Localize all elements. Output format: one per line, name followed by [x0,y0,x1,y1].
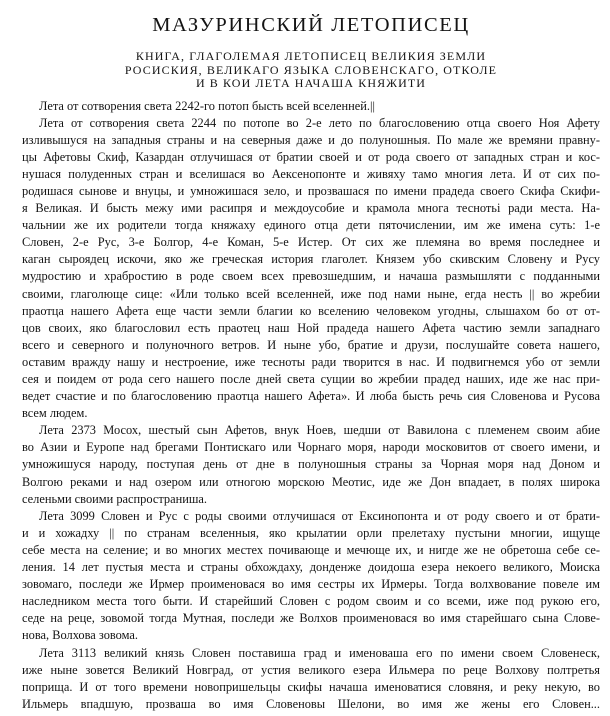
text-line: селеньми своими распространиша. [22,491,208,506]
text-line: Ильмерь впадшую, прозваша во имя Словеновы Шелони, во имя же жены его Словен... [22,696,600,711]
text-line: Волгою реками и над озером или отногою морскою Меотис, иде же Дон впадает, в полях широка [22,474,600,489]
text-line: всем людем. [22,406,88,421]
text-line: чальнии же их родители тогда княжаху единого отца дети пяточислении, им же имена суть: 1-е [22,218,600,233]
text-line: иже ныне зовется Великий Новград, от устия великого езера Ильмера по реце Волхову полтретья [22,662,600,677]
text-line: цы Афетовы Скиф, Казардан отлучишася от братии своей и от рода своего от западных стран и кос- [22,149,600,164]
text-line: нова, Волхова зовома. [22,628,138,643]
text-line: праотца нашего Афета еще части земли благии ко вселению человеком угодны, слышахом бо от от- [22,303,600,318]
text-line: оставим вражду нашу и нестроение, иже тесноты ради творится в нас. И подвигнемся убо от земли [22,354,600,369]
text-line: и и хожадху || по странам вселенныя, яко крылатии орли прелетаху пустыни многии, ищуще [22,525,600,540]
text-line: ведет счастие и по благословению праотца нашего Афета». И люба бысть речь сия Словенова и Русова [22,389,600,404]
text-line: Лета 3099 Словен и Рус с роды своими отлучишася от Ексинопонта и от роду своего и от брати- [39,508,600,523]
text-line: цов своих, яко благословил есть праотец наш Ной прадеда нашего Афета частию земли западнаго [22,320,600,335]
text-line: седе на реце, зовомой тогда Мутная, последи же Волхов проименовася во имя старейшаго сына Слове- [22,611,600,626]
document-subtitle [22,50,600,91]
subtitle-line: И В КОИ ЛЕТА НАЧАША КНЯЖИТИ [195,76,427,90]
text-line: умножишуся народу, поступая день от дне в полуношныя страны за Чорная моря над Доном и [22,457,600,472]
text-line: Лета от сотворения света 2244 по потопе во 2-е лето по благословению отца своего Ноя Афету [39,115,600,130]
text-line: сея и поидем от рода сего нашего после дней света сущии во жребии прадед наших, иде же нас при- [22,372,600,386]
text-line: Лета от сотворения света 2242-го потоп бысть всей вселенней.|| [39,98,375,113]
text-line: Словен, 2-е Рус, 3-е Болгор, 4-е Коман, 5-е Истер. От сих же племяна во время последнее и [22,235,600,250]
text-line: я Великая. И бысть межу ими расипря и междоусобие и крамола многа теснотьі ради места. На- [22,201,600,216]
text-line: каган сыроядец искочи, яко же греческая история глаголет. Князем убо скивским Словену и Русу [22,252,600,267]
text-line: мудростию и храбростию в роде своем всех превозшедшим, и начаша размышляти с подданными [22,269,600,284]
chronicle-text [22,98,600,713]
text-line: своими, глаголюще сице: «Или только всей вселенней, иже под нами ныне, егда несть || во жребии [22,286,600,301]
text-line: изливышуся на западныя страны и на северныя даже и до полуношныя. По мале же времяни правну- [22,132,600,147]
text-line: родишася сынове и внуцы, и умножишася зело, и прозвашася по имени прадеда своего Скифа Скифи- [22,183,600,198]
text-line: Лета 2373 Мосох, шестый сын Афетов, внук Ноев, шедши от Вавилона с племенем своим абие [39,423,600,438]
text-line: нушася полуденных стран и вселишася во Аексенопонте и живяху тамо многия лета. И от сих по- [22,166,600,181]
text-line: наследником места того быти. И старейший Словен с родом своим и со всеми, иже под рукою его, [22,594,600,609]
subtitle-line: КНИГА, ГЛАГОЛЕМАЯ ЛЕТОПИСЕЦ ВЕЛИКИЯ ЗЕМЛИ [135,49,487,63]
text-line: себе места на селение; и во многих местех почивающе и мечюще их, и нигде же не обретоша себе се- [22,542,600,557]
text-line: всего и северного и полуночного ветров. И ныне убо, братие и друзи, послушайте совета нашего, [22,337,600,352]
text-line: поприща. И от того времени новопришельцы скифы начаша именоватися словяня, и реку некую, во [22,679,600,694]
subtitle-line: РОСИСКИЯ, ВЕЛИКАГО ЯЗЫКА СЛОВЕНСКАГО, ОТКОЛЕ [124,62,498,77]
text-line: зовомаго, последи же Ирмер проименовася во имя сестры их Ирмеры. Тогда волхвование повеле им [22,577,600,592]
text-line: во Азии и Еуропе над брегами Понтискаго или Чорнаго моря, народи московитов от своего имени, и [22,440,600,455]
document-title: МАЗУРИНСКИЙ ЛЕТОПИСЕЦ [152,14,470,36]
text-line: Лета 3113 великий князь Словен поставиша град и именоваша его по имени своем Словенеск, [39,645,600,660]
text-line: ления. 14 лет пустыя места и страны обхождаху, донденже доидоша езера некоего великого, Моиска [22,560,600,575]
